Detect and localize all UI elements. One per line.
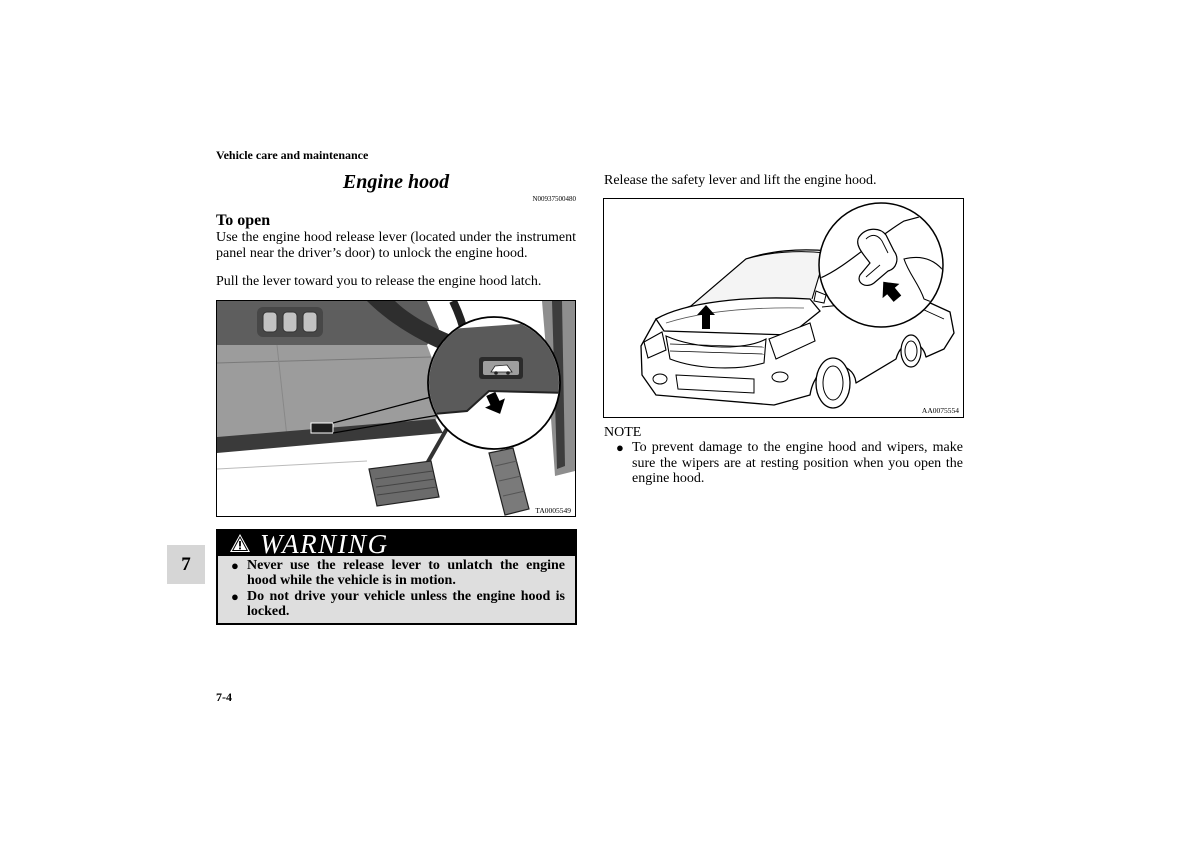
warning-item-text bbox=[247, 589, 565, 620]
note-item-text bbox=[632, 440, 963, 487]
section-header: Vehicle care and maintenance bbox=[216, 148, 369, 162]
figure-code: AA0075554 bbox=[921, 406, 959, 415]
document-code: N00937500480 bbox=[532, 195, 576, 203]
note-line: sure the wipers are at resting position when you open the bbox=[632, 455, 963, 471]
note-line: engine hood. bbox=[632, 471, 705, 487]
warning-item-text bbox=[247, 558, 565, 589]
figure-code: TA0005549 bbox=[535, 506, 571, 515]
bullet: ● bbox=[231, 558, 239, 573]
warning-line: Do not drive your vehicle unless the engine hood is bbox=[247, 589, 565, 604]
to-open-paragraph bbox=[216, 230, 576, 262]
lift-engine-hood-illustration bbox=[604, 199, 963, 417]
bullet: ● bbox=[231, 589, 239, 604]
paragraph-line: panel near the driver’s door) to unlock the engine hood. bbox=[216, 246, 528, 261]
warning-header bbox=[218, 529, 575, 559]
warning-triangle-icon bbox=[229, 533, 251, 558]
pull-lever-paragraph: Pull the lever toward you to release the engine hood latch. bbox=[216, 274, 542, 289]
release-safety-lever-paragraph: Release the safety lever and lift the engine hood. bbox=[604, 173, 877, 188]
bullet: ● bbox=[616, 440, 624, 455]
warning-line: Never use the release lever to unlatch the engine bbox=[247, 558, 565, 573]
hood-release-lever-figure bbox=[216, 300, 576, 517]
note-line: To prevent damage to the engine hood and wipers, make bbox=[632, 440, 963, 455]
to-open-heading: To open bbox=[216, 212, 271, 229]
warning-box bbox=[216, 529, 577, 625]
hood-release-lever-illustration bbox=[217, 301, 575, 516]
note-label: NOTE bbox=[604, 425, 642, 440]
lift-engine-hood-figure bbox=[603, 198, 964, 418]
chapter-tab: 7 bbox=[167, 545, 205, 584]
warning-line: hood while the vehicle is in motion. bbox=[247, 573, 456, 589]
warning-title: WARNING bbox=[260, 529, 389, 559]
page-number: 7-4 bbox=[216, 690, 232, 704]
warning-line: locked. bbox=[247, 604, 290, 620]
page-title: Engine hood bbox=[342, 171, 450, 193]
paragraph-line: Use the engine hood release lever (located under the instrument bbox=[216, 230, 576, 245]
